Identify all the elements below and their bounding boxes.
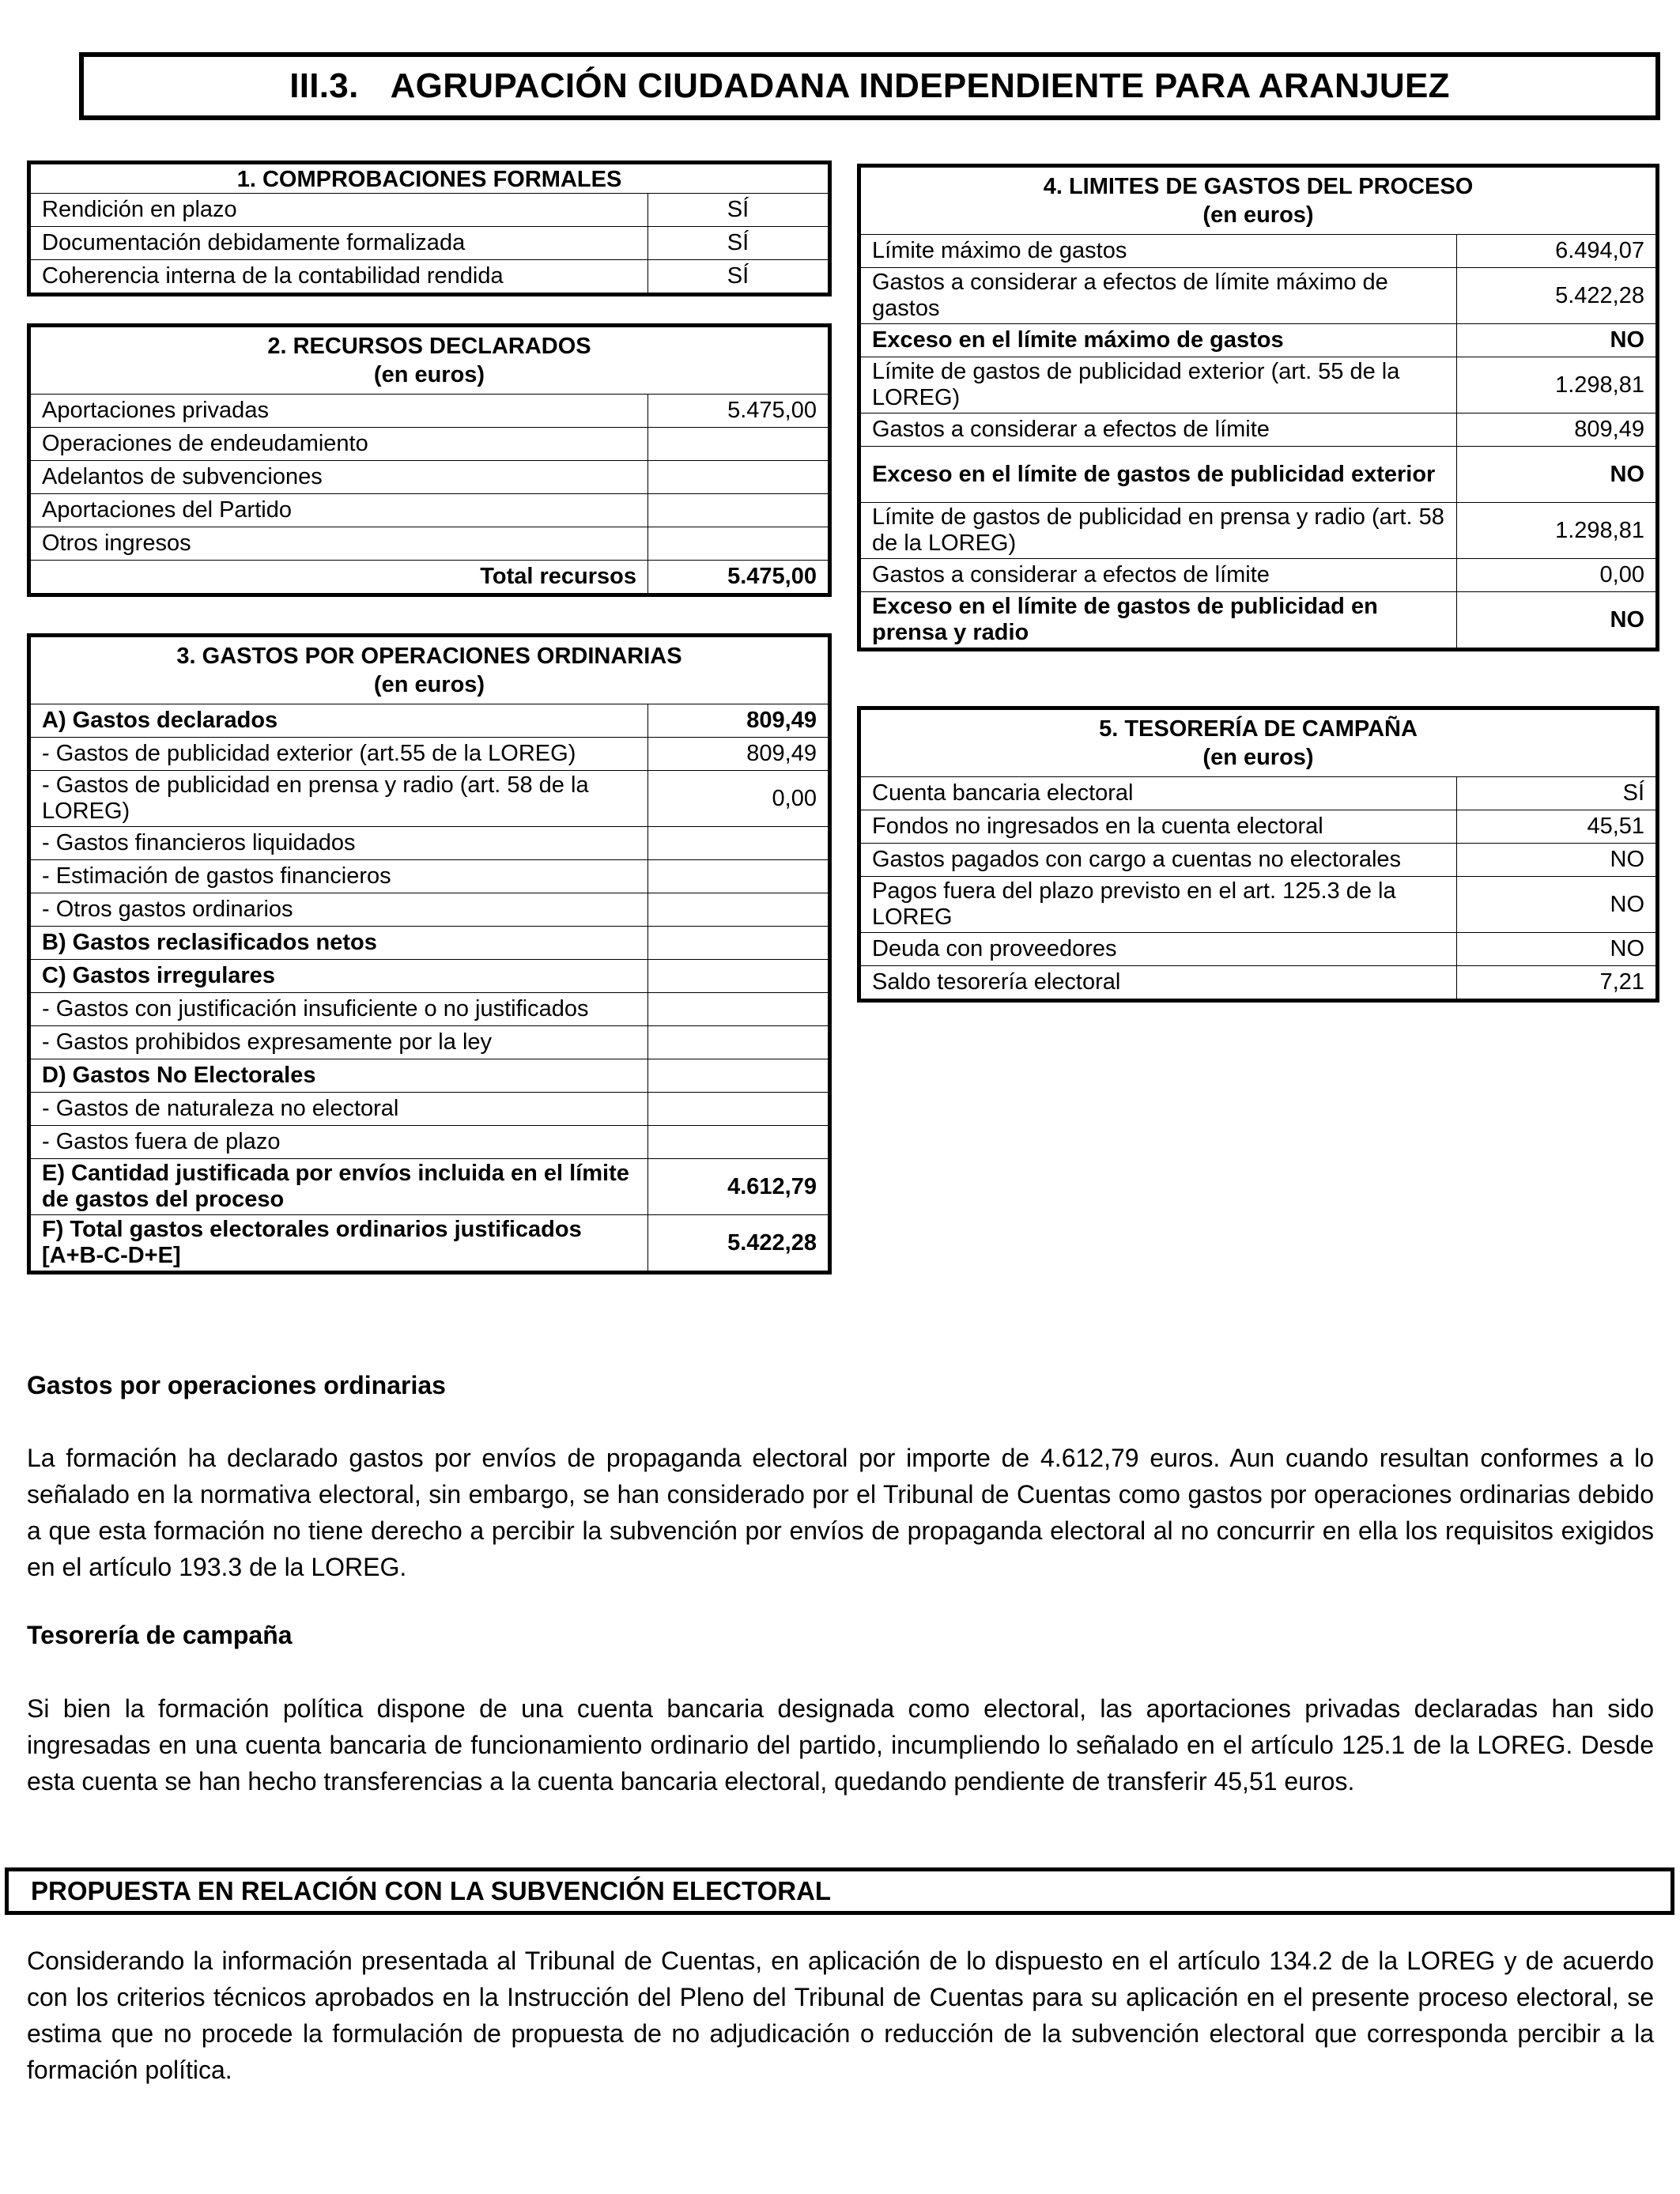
row-label: Gastos a considerar a efectos de límite xyxy=(859,413,1457,447)
row-value xyxy=(648,494,830,527)
proposal-title-box xyxy=(5,1867,1674,1915)
paragraph-tesoreria: Si bien la formación política dispone de una cuenta bancaria designada como electoral, las aportaciones privadas declaradas han sido ingresadas en una cuenta bancaria de funcionamiento ordinario del partido, incumpliendo lo señalado en el artículo 125.1 de la LOREG. Desde esta cuenta se han hecho transferencias a la cuenta bancaria electoral, quedando pendiente de transferir 45,51 euros. xyxy=(27,1694,1654,1796)
row-label: Otros ingresos xyxy=(29,527,648,561)
table-subtitle: (en euros) xyxy=(859,743,1658,777)
row-label: F) Total gastos electorales ordinarios justificados [A+B-C-D+E] xyxy=(29,1215,648,1273)
row-label: - Otros gastos ordinarios xyxy=(29,893,648,927)
row-value: NO xyxy=(1457,877,1658,933)
row-value: 1.298,81 xyxy=(1457,357,1658,413)
row-value xyxy=(648,860,830,893)
row-value xyxy=(648,827,830,860)
row-value: 809,49 xyxy=(648,738,830,771)
table-title: 3. GASTOS POR OPERACIONES ORDINARIAS xyxy=(29,636,830,671)
row-value: 0,00 xyxy=(1457,559,1658,592)
row-label: A) Gastos declarados xyxy=(29,704,648,738)
row-value: NO xyxy=(1457,447,1658,503)
section-title-box xyxy=(79,52,1660,120)
row-label: - Gastos con justificación insuficiente o no justificados xyxy=(29,993,648,1026)
row-label: Documentación debidamente formalizada xyxy=(29,227,648,260)
row-value: 7,21 xyxy=(1457,966,1658,1001)
row-label: Deuda con proveedores xyxy=(859,933,1457,966)
section-title: AGRUPACIÓN CIUDADANA INDEPENDIENTE PARA ARANJUEZ xyxy=(390,66,1450,105)
table-subtitle: (en euros) xyxy=(859,201,1658,235)
row-label: - Gastos de publicidad en prensa y radio (art. 58 de la LOREG) xyxy=(29,771,648,827)
row-value xyxy=(648,1059,830,1093)
row-value: 5.422,28 xyxy=(648,1215,830,1273)
row-label: - Gastos financieros liquidados xyxy=(29,827,648,860)
row-label: B) Gastos reclasificados netos xyxy=(29,927,648,960)
row-label: - Gastos fuera de plazo xyxy=(29,1126,648,1159)
row-label: Adelantos de subvenciones xyxy=(29,461,648,494)
row-value xyxy=(648,960,830,993)
paragraph-gastos-ordinarios: La formación ha declarado gastos por envíos de propaganda electoral por importe de 4.612,79 euros. Aun cuando resultan conformes a lo señalado en la normativa electoral, sin embargo, se han considerado por el Tribunal de Cuentas como gastos por operaciones ordinarias debido a que esta formación no tiene derecho a percibir la subvención por envíos de propaganda electoral al no concurrir en ella los requisitos exigidos en el artículo 193.3 de la LOREG. xyxy=(27,1444,1654,1581)
row-value: 4.612,79 xyxy=(648,1159,830,1215)
section-number: III.3. xyxy=(289,66,359,105)
row-value: SÍ xyxy=(648,194,830,227)
row-label: Aportaciones del Partido xyxy=(29,494,648,527)
row-label: Aportaciones privadas xyxy=(29,395,648,428)
row-value: 809,49 xyxy=(648,704,830,738)
row-label: Pagos fuera del plazo previsto en el art. 125.3 de la LOREG xyxy=(859,877,1457,933)
table-recursos-declarados xyxy=(27,323,832,597)
heading-gastos-ordinarios: Gastos por operaciones ordinarias xyxy=(27,1371,446,1399)
row-value xyxy=(648,1126,830,1159)
row-value: 0,00 xyxy=(648,771,830,827)
row-value: NO xyxy=(1457,324,1658,357)
table-title: 2. RECURSOS DECLARADOS xyxy=(29,326,830,361)
row-label: Gastos pagados con cargo a cuentas no electorales xyxy=(859,844,1457,877)
row-label: Saldo tesorería electoral xyxy=(859,966,1457,1001)
table-limites-gastos xyxy=(857,164,1659,651)
row-label: Cuenta bancaria electoral xyxy=(859,777,1457,810)
table-title: 1. COMPROBACIONES FORMALES xyxy=(29,163,830,194)
table-gastos-ordinarios xyxy=(27,633,832,1274)
row-value: 1.298,81 xyxy=(1457,503,1658,559)
row-value xyxy=(648,1093,830,1126)
row-value xyxy=(648,993,830,1026)
row-value: 6.494,07 xyxy=(1457,235,1658,268)
table-comprobaciones-formales xyxy=(27,160,832,296)
row-value xyxy=(648,428,830,461)
row-value xyxy=(648,893,830,927)
row-value xyxy=(648,461,830,494)
heading-tesoreria: Tesorería de campaña xyxy=(27,1621,293,1649)
row-value: 45,51 xyxy=(1457,810,1658,844)
row-value xyxy=(648,1026,830,1059)
row-value xyxy=(648,527,830,561)
row-label: - Gastos de naturaleza no electoral xyxy=(29,1093,648,1126)
row-label: Fondos no ingresados en la cuenta electoral xyxy=(859,810,1457,844)
row-value: SÍ xyxy=(648,260,830,295)
table-subtitle: (en euros) xyxy=(29,361,830,395)
row-label: Operaciones de endeudamiento xyxy=(29,428,648,461)
table-title: 4. LIMITES DE GASTOS DEL PROCESO xyxy=(859,166,1658,202)
row-value: NO xyxy=(1457,844,1658,877)
row-label: C) Gastos irregulares xyxy=(29,960,648,993)
total-value: 5.475,00 xyxy=(648,561,830,595)
row-label: Coherencia interna de la contabilidad rendida xyxy=(29,260,648,295)
row-value: NO xyxy=(1457,592,1658,650)
row-value: SÍ xyxy=(648,227,830,260)
paragraph-propuesta: Considerando la información presentada al Tribunal de Cuentas, en aplicación de lo dispuesto en el artículo 134.2 de la LOREG y de acuerdo con los criterios técnicos aprobados en la Instrucción del Pleno del Tribunal de Cuentas para su aplicación en el presente proceso electoral, se estima que no procede la formulación de propuesta de no adjudicación o reducción de la subvención electoral que corresponda percibir a la formación política. xyxy=(27,1947,1654,2084)
row-label: Límite de gastos de publicidad exterior (art. 55 de la LOREG) xyxy=(859,357,1457,413)
row-label: Exceso en el límite de gastos de publicidad en prensa y radio xyxy=(859,592,1457,650)
row-value xyxy=(648,927,830,960)
row-value: 5.422,28 xyxy=(1457,268,1658,324)
row-label: E) Cantidad justificada por envíos incluida en el límite de gastos del proceso xyxy=(29,1159,648,1215)
row-value: 809,49 xyxy=(1457,413,1658,447)
table-subtitle: (en euros) xyxy=(29,670,830,704)
row-label: Límite de gastos de publicidad en prensa y radio (art. 58 de la LOREG) xyxy=(859,503,1457,559)
table-tesoreria-campana xyxy=(857,706,1659,1003)
row-value: SÍ xyxy=(1457,777,1658,810)
row-label: Gastos a considerar a efectos de límite xyxy=(859,559,1457,592)
table-title: 5. TESORERÍA DE CAMPAÑA xyxy=(859,708,1658,744)
total-label: Total recursos xyxy=(29,561,648,595)
proposal-title: PROPUESTA EN RELACIÓN CON LA SUBVENCIÓN ELECTORAL xyxy=(31,1876,832,1905)
row-label: Límite máximo de gastos xyxy=(859,235,1457,268)
row-label: Exceso en el límite de gastos de publicidad exterior xyxy=(859,447,1457,503)
row-value: 5.475,00 xyxy=(648,395,830,428)
row-label: - Gastos prohibidos expresamente por la ley xyxy=(29,1026,648,1059)
row-label: - Estimación de gastos financieros xyxy=(29,860,648,893)
row-label: Exceso en el límite máximo de gastos xyxy=(859,324,1457,357)
row-value: NO xyxy=(1457,933,1658,966)
row-label: Gastos a considerar a efectos de límite máximo de gastos xyxy=(859,268,1457,324)
row-label: Rendición en plazo xyxy=(29,194,648,227)
row-label: - Gastos de publicidad exterior (art.55 de la LOREG) xyxy=(29,738,648,771)
row-label: D) Gastos No Electorales xyxy=(29,1059,648,1093)
